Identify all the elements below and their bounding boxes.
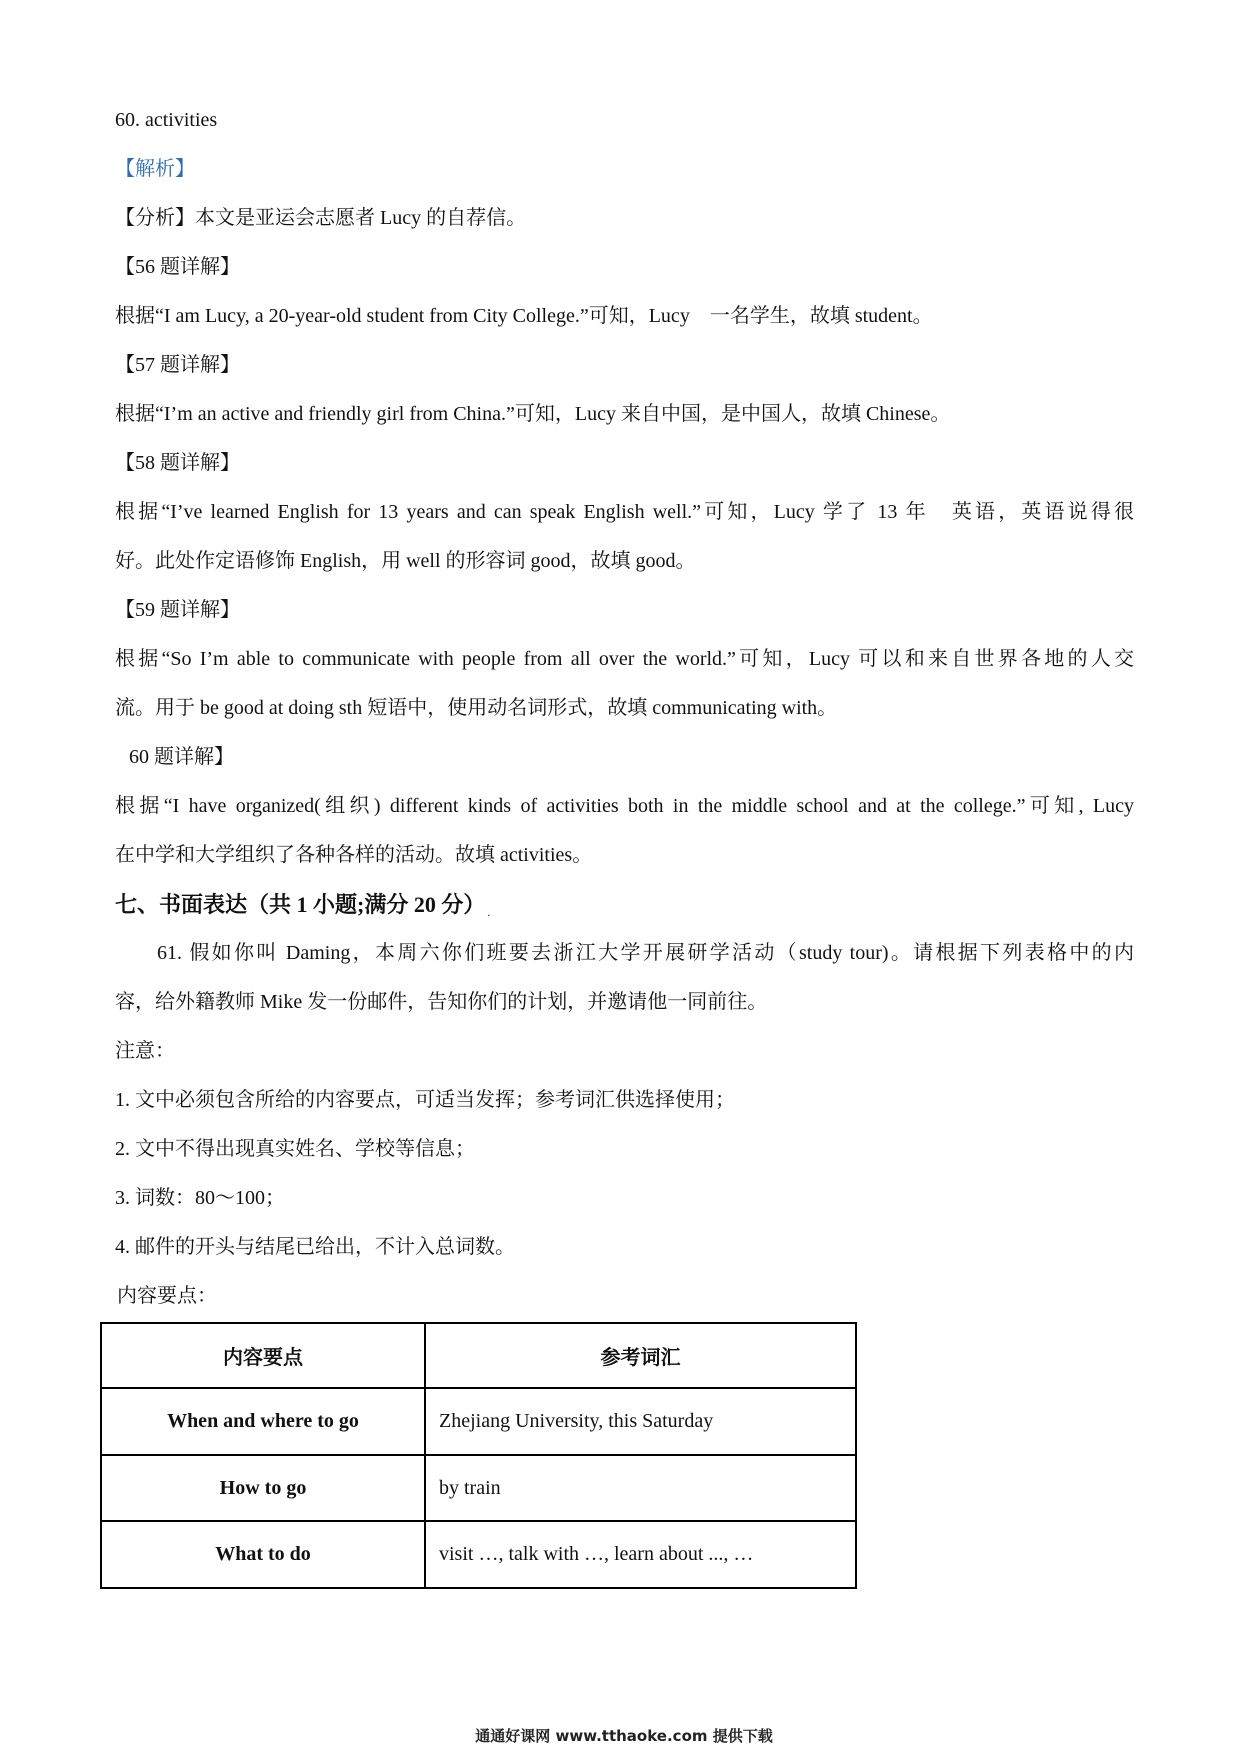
table-cell-point: How to go <box>101 1455 425 1521</box>
table-cell-vocabulary: Zhejiang University, this Saturday <box>425 1388 856 1455</box>
question-61-line-2: 容，给外籍教师 Mike 发一份邮件，告知你们的计划，并邀请他一同前往。 <box>115 991 768 1013</box>
explanation-56-heading: 【56 题详解】 <box>115 256 240 278</box>
explanation-57-heading: 【57 题详解】 <box>115 354 240 376</box>
page-footer: 通通好课网 www.tthaoke.com 提供下载 <box>475 1727 773 1745</box>
explanation-60-text-line-2: 在中学和大学组织了各种各样的活动。故填 activities。 <box>115 844 593 866</box>
table-cell-point: What to do <box>101 1521 425 1588</box>
table-cell-vocabulary: by train <box>425 1455 856 1521</box>
note-item-3: 3. 词数：80～100； <box>115 1187 285 1209</box>
explanation-58-text-line-2: 好。此处作定语修饰 English，用 well 的形容词 good，故填 good。 <box>115 550 696 572</box>
note-item-4: 4. 邮件的开头与结尾已给出，不计入总词数。 <box>115 1236 515 1258</box>
explanation-57-text: 根据“I’m an active and friendly girl from China.”可知，Lucy 来自中国，是中国人，故填 Chinese。 <box>115 403 951 425</box>
section-title <box>115 880 1134 929</box>
explanation-56-text: 根据“I am Lucy, a 20-year-old student from City College.”可知，Lucy 一名学生，故填 student。 <box>115 305 933 327</box>
table-header-vocabulary: 参考词汇 <box>425 1323 856 1388</box>
section-title-text: 七、书面表达（共 1 小题;满分 20 分） <box>115 892 486 917</box>
analysis-summary: 【分析】本文是亚运会志愿者 Lucy 的自荐信。 <box>115 207 527 229</box>
explanation-58-text-line-1: 根据“I’ve learned English for 13 years and can speak English well.”可知，Lucy 学了 13 年 英语，英语说得很 <box>115 501 1134 523</box>
analysis-label: 【解析】 <box>115 158 195 180</box>
note-item-2: 2. 文中不得出现真实姓名、学校等信息； <box>115 1138 475 1160</box>
answer-60: 60. activities <box>115 109 218 131</box>
table-cell-point: When and where to go <box>101 1388 425 1455</box>
table-row <box>101 1455 856 1521</box>
table-row <box>101 1388 856 1455</box>
explanation-60-heading: 60 题详解】 <box>129 746 234 768</box>
table-header-points: 内容要点 <box>101 1323 425 1388</box>
table-label: 内容要点： <box>117 1285 217 1307</box>
note-item-1: 1. 文中必须包含所给的内容要点，可适当发挥；参考词汇供选择使用； <box>115 1089 735 1111</box>
answer-explanation-body <box>115 96 1134 1321</box>
explanation-60-text-line-1: 根据“I have organized(组织) different kinds of activities both in the middle school and at the college.”可知, Lucy <box>115 795 1134 817</box>
content-points-table <box>100 1322 857 1589</box>
table-cell-vocabulary: visit …, talk with …, learn about ..., … <box>425 1521 856 1588</box>
table-header-row <box>101 1323 856 1388</box>
explanation-59-text-line-1: 根据“So I’m able to communicate with people from all over the world.”可知，Lucy 可以和来自世界各地的人交 <box>115 648 1134 670</box>
question-61-line-1: 61. 假如你叫 Daming，本周六你们班要去浙江大学开展研学活动（study tour)。请根据下列表格中的内 <box>157 942 1134 964</box>
notes-label: 注意： <box>115 1040 175 1062</box>
explanation-59-text-line-2: 流。用于 be good at doing sth 短语中，使用动名词形式，故填 communicating with。 <box>115 697 838 719</box>
explanation-59-heading: 【59 题详解】 <box>115 599 240 621</box>
explanation-58-heading: 【58 题详解】 <box>115 452 240 474</box>
table-row <box>101 1521 856 1588</box>
section-title-mark: . <box>487 905 491 919</box>
